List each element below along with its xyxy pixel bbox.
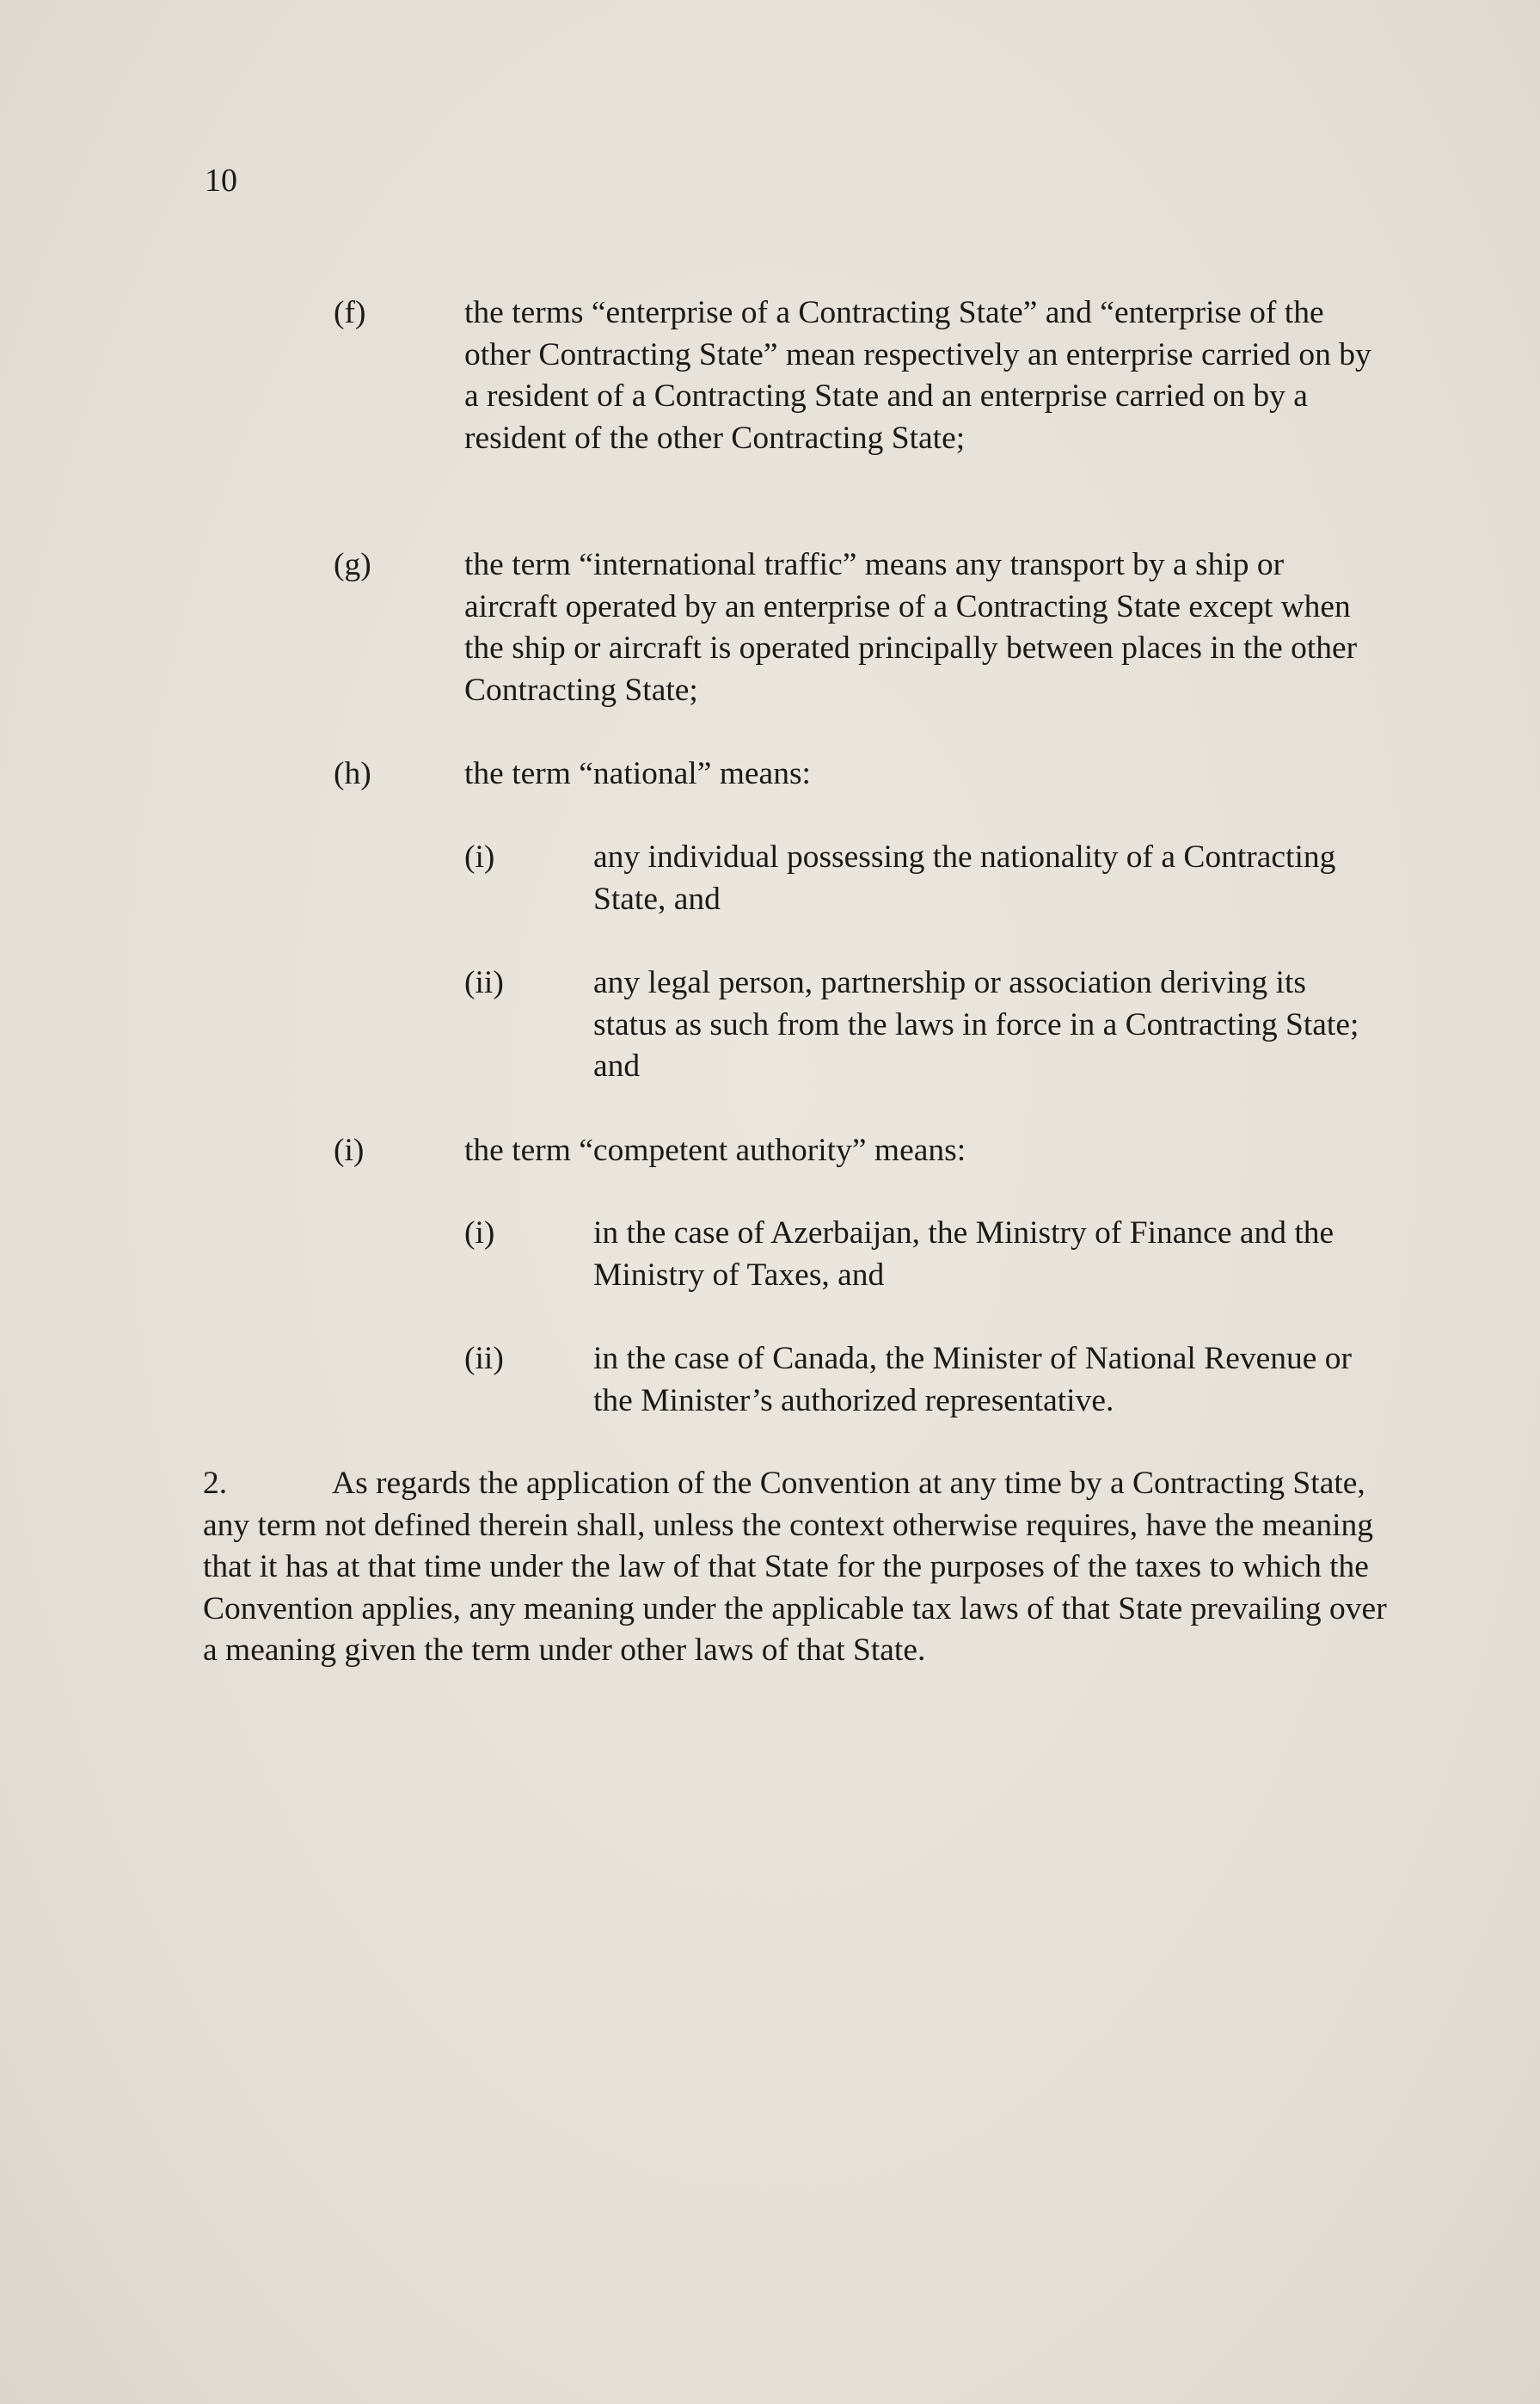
subitem-text-i-ii: in the case of Canada, the Minister of National Revenue or the Minister’s authorized representative. [593, 1341, 1353, 1418]
paragraph-2-text: As regards the application of the Convention at any time by a Contracting State, any term not defined therein shall, unless the context otherwise requires, have the meaning that it has at that time under the law of that State for the purposes of the taxes to which the Convention applies, any meaning under the applicable tax laws of that State prevailing over a meaning given the term under other laws of that State. [203, 1466, 1387, 1668]
item-text-i: the term “competent authority” means: [464, 1133, 966, 1168]
item-text-h: the term “national” means: [464, 756, 811, 791]
subitem-marker-h-i: (i) [464, 839, 495, 875]
item-marker-g: (g) [334, 547, 371, 582]
item-marker-i: (i) [334, 1133, 365, 1168]
item-marker-h: (h) [334, 756, 371, 791]
item-text-f: the terms “enterprise of a Contracting State” and “enterprise of the other Contracting State” mean respectively an enterprise carried on by a resident of a Contracting State and an enterprise carried on by a resident of the other Contracting State; [464, 295, 1371, 456]
subitem-text-i-i: in the case of Azerbaijan, the Ministry of Finance and the Ministry of Taxes, and [593, 1215, 1334, 1293]
paragraph-2 [203, 1463, 1390, 1672]
subitem-marker-i-i: (i) [464, 1215, 495, 1251]
paragraph-2-number: 2. [203, 1466, 228, 1501]
subitem-text-h-ii: any legal person, partnership or association deriving its status as such from the laws in force in a Contracting State; and [593, 965, 1359, 1084]
page-number: 10 [205, 163, 237, 199]
subitem-text-h-i: any individual possessing the nationality of a Contracting State, and [593, 839, 1336, 917]
subitem-marker-i-ii: (ii) [464, 1341, 504, 1376]
item-text-g: the term “international traffic” means any transport by a ship or aircraft operated by an enterprise of a Contracting State except when the ship or aircraft is operated principally between places in the other Contracting State; [464, 547, 1358, 708]
item-marker-f: (f) [334, 295, 366, 330]
subitem-marker-h-ii: (ii) [464, 965, 504, 1000]
